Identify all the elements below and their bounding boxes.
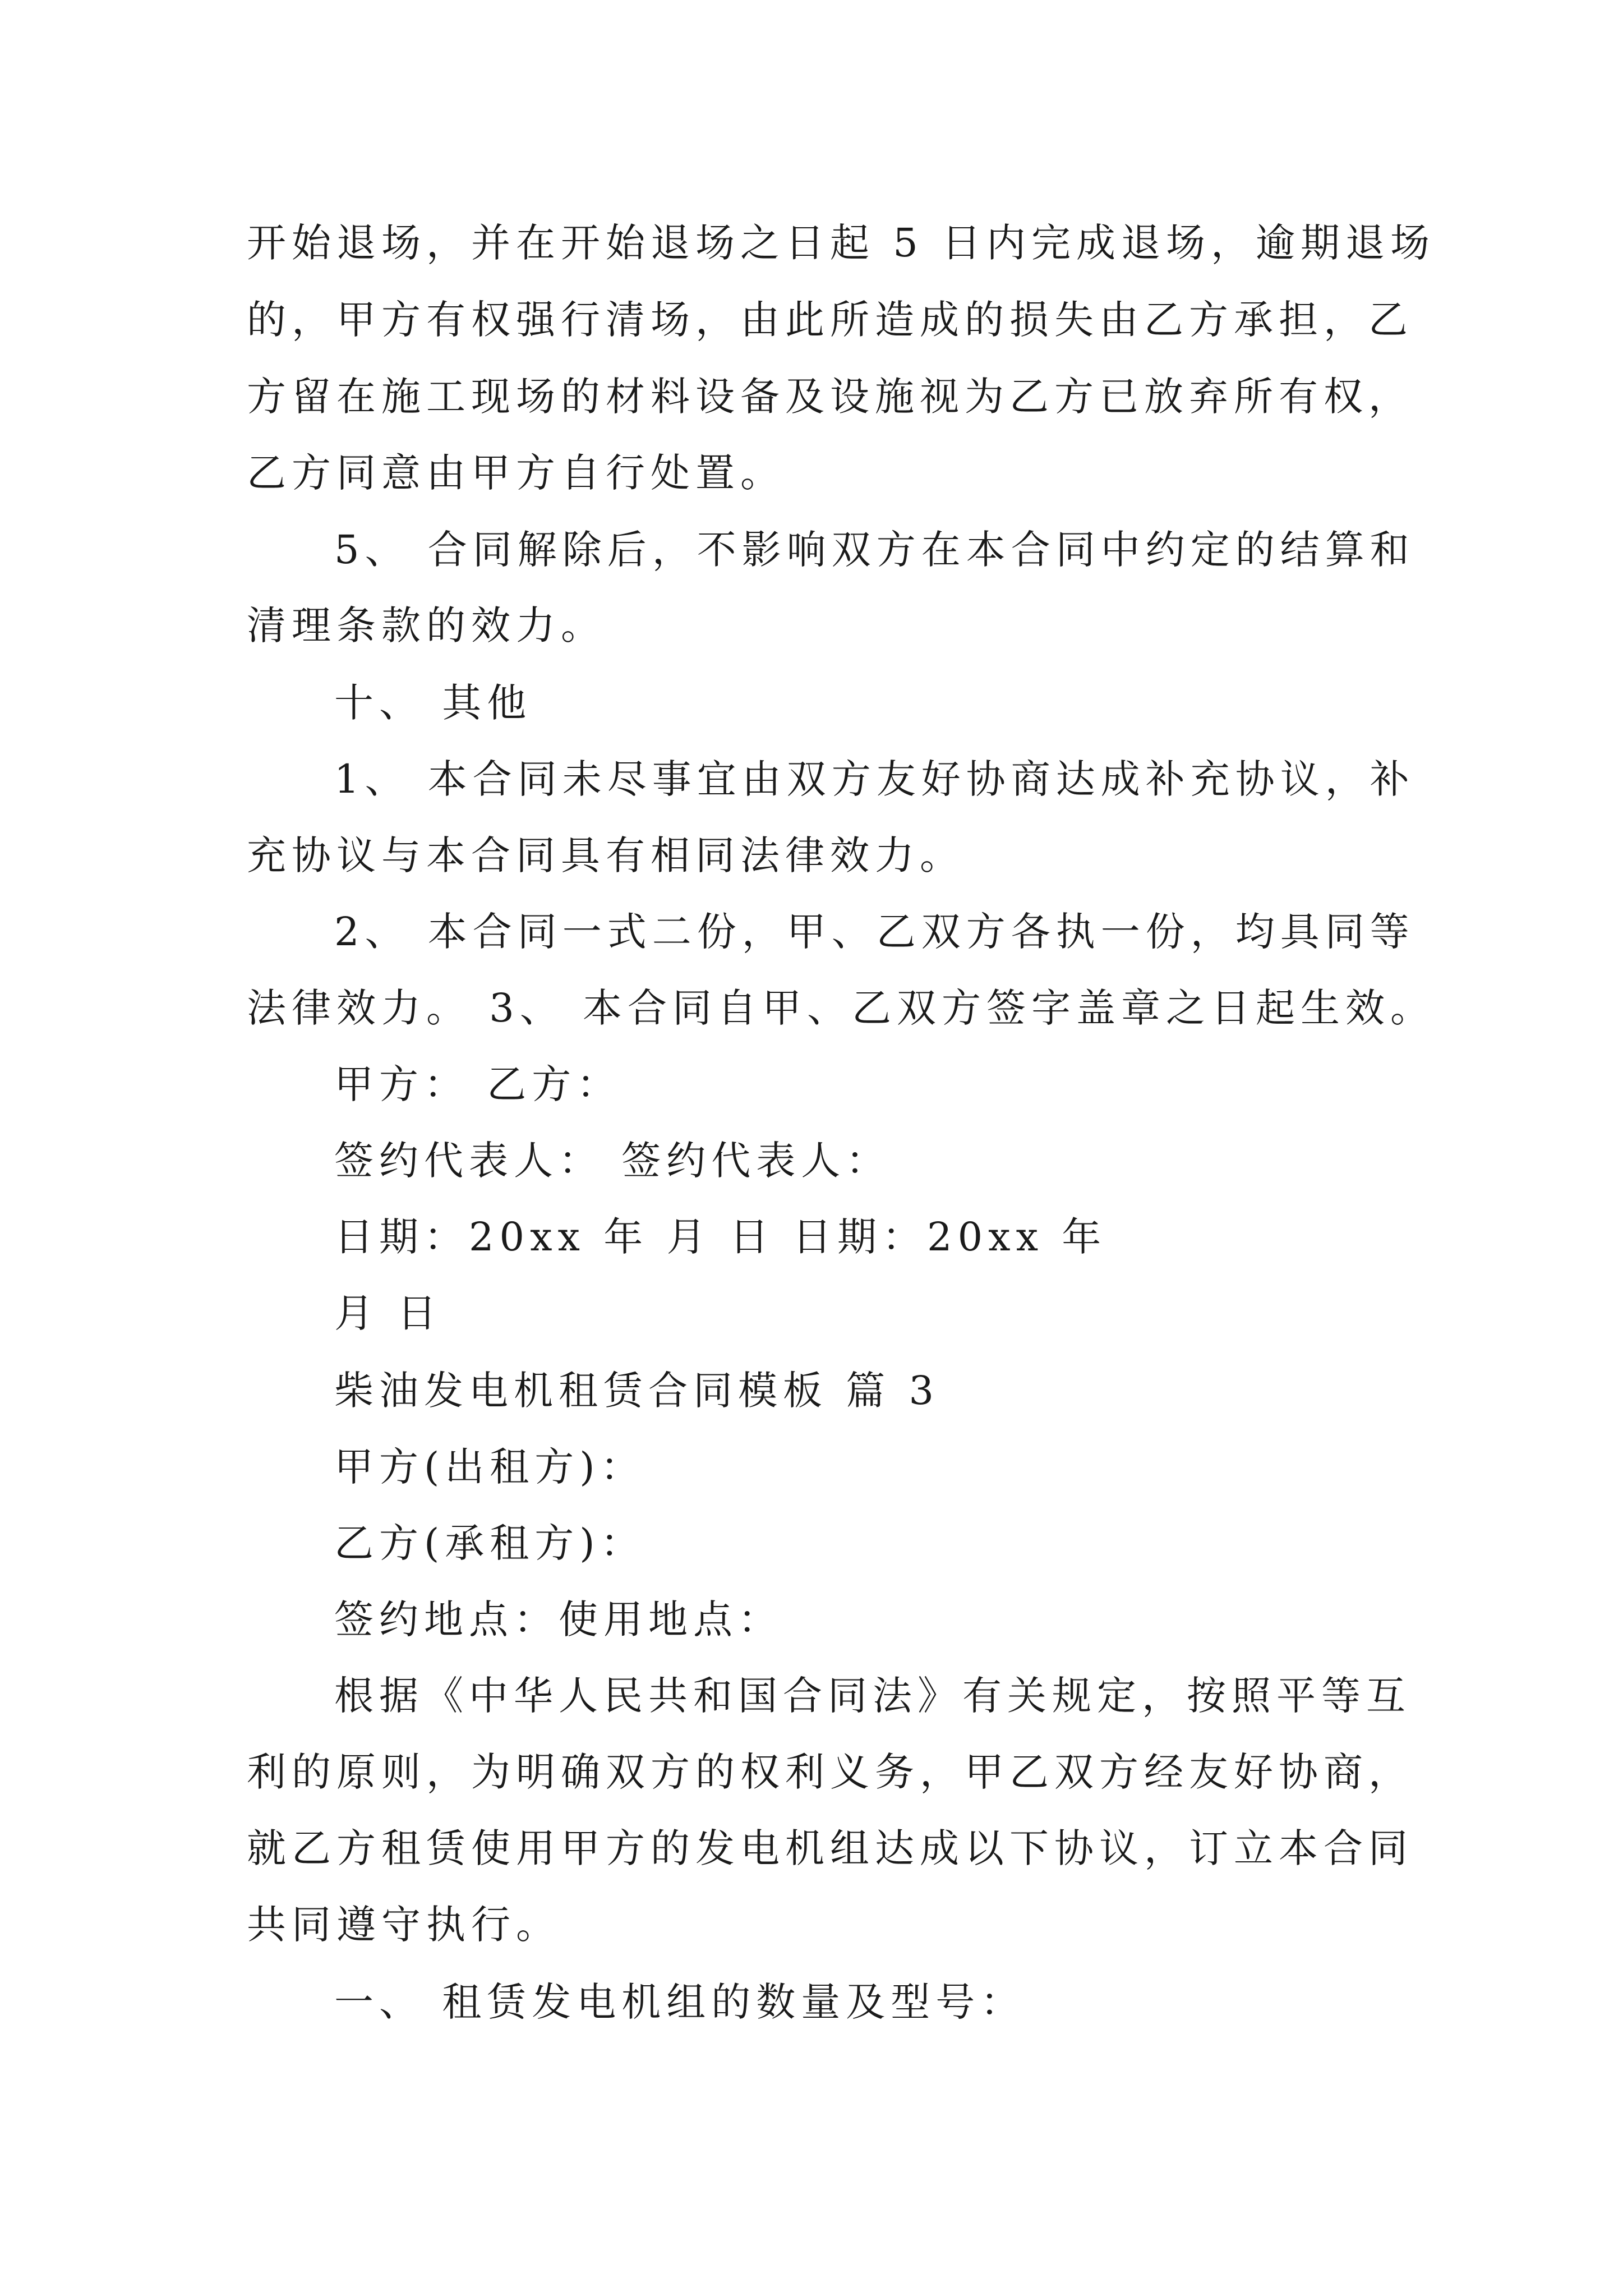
text-line: 就乙方租赁使用甲方的发电机组达成以下协议，订立本合同 — [247, 1825, 1413, 1871]
section-heading: 一、 租赁发电机组的数量及型号： — [334, 1979, 1026, 2025]
text-line: 的，甲方有权强行清场，由此所造成的损失由乙方承担，乙 — [247, 297, 1413, 343]
text-line: 法律效力。 3、 本合同自甲、乙双方签字盖章之日起生效。 — [247, 985, 1436, 1031]
section-heading: 十、 其他 — [334, 680, 532, 726]
text-line: 乙方同意由甲方自行处置。 — [247, 450, 785, 496]
text-line: 2、 本合同一式二份，甲、乙双方各执一份，均具同等 — [334, 909, 1415, 955]
text-line: 开始退场，并在开始退场之日起 5 日内完成退场，逾期退场 — [247, 220, 1436, 266]
signature-party-line: 甲方： 乙方： — [334, 1061, 622, 1107]
document-title: 柴油发电机租赁合同模板 篇 3 — [334, 1368, 940, 1414]
text-line: 根据《中华人民共和国合同法》有关规定，按照平等互 — [334, 1673, 1411, 1719]
party-b-line: 乙方(承租方)： — [334, 1520, 645, 1566]
location-line: 签约地点：使用地点： — [334, 1596, 783, 1642]
text-line: 5、 合同解除后，不影响双方在本合同中约定的结算和 — [334, 527, 1415, 573]
text-line: 共同遵守执行。 — [247, 1902, 561, 1948]
text-line: 清理条款的效力。 — [247, 602, 606, 648]
text-line: 利的原则，为明确双方的权利义务，甲乙双方经友好协商， — [247, 1749, 1413, 1795]
text-line: 1、 本合同未尽事宜由双方友好协商达成补充协议，补 — [334, 756, 1415, 802]
party-a-line: 甲方(出租方)： — [334, 1444, 645, 1490]
signature-date-line: 日期：20xx 年 月 日 日期：20xx 年 — [334, 1214, 1107, 1260]
text-line: 方留在施工现场的材料设备及设施视为乙方已放弃所有权， — [247, 374, 1413, 420]
signature-representative-line: 签约代表人： 签约代表人： — [334, 1138, 891, 1184]
signature-date-line: 月 日 — [334, 1290, 442, 1336]
text-line: 充协议与本合同具有相同法律效力。 — [247, 832, 965, 878]
